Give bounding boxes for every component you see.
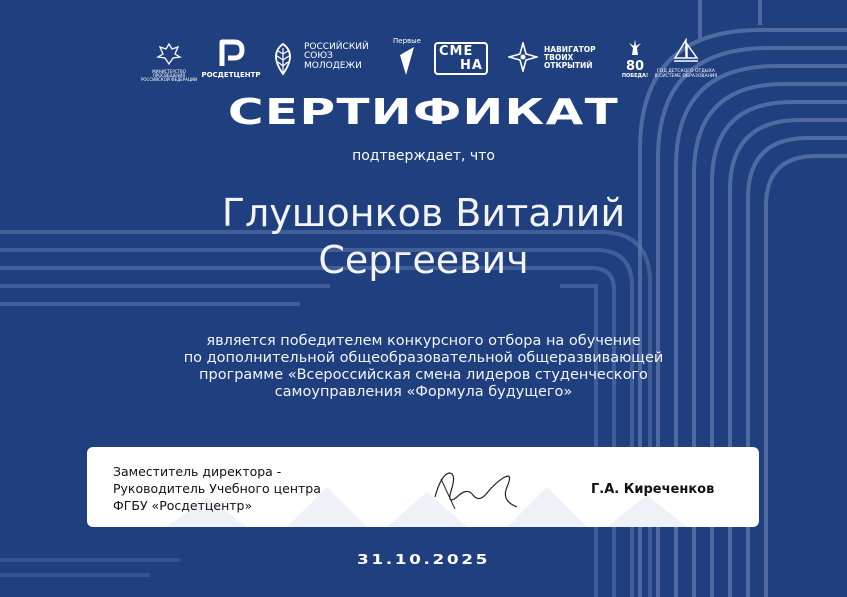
description-line: по дополнительной общеобразовательной общеразвивающей (183, 350, 664, 366)
monument-icon (626, 38, 644, 56)
issue-date: 31.10.2025 (357, 553, 490, 568)
signer-name: Г.А. Киреченков (591, 482, 715, 497)
recipient-name-line2: Сергеевич (318, 238, 529, 282)
signer-role: Заместитель директора - Руководитель Учебного центра ФГБУ «Росдетцентр» (113, 464, 321, 513)
description-line: самоуправления «Формула будущего» (274, 384, 573, 400)
eagle-emblem-icon (156, 42, 182, 66)
compass-star-icon (508, 42, 538, 72)
handwritten-signature (427, 457, 527, 517)
smena-logo (434, 42, 490, 75)
rosdetcentr-r-icon (216, 38, 246, 68)
recipient-name (0, 190, 847, 284)
achievement-description (0, 333, 847, 401)
description-line: является победителем конкурсного отбора на обучение (206, 333, 641, 349)
ministry-logo: МИНИСТЕРСТВО ПРОСВЕЩЕНИЯ РОССИЙСКОЙ ФЕДЕРАЦИИ (140, 42, 198, 83)
certificate-title: СЕРТИФИКАТ (227, 92, 620, 133)
signature-card (87, 447, 759, 527)
sailboat-icon (671, 38, 701, 66)
rosdetcentr-logo: РОСДЕТЦЕНТР (200, 38, 262, 79)
partner-logos: МИНИСТЕРСТВО ПРОСВЕЩЕНИЯ РОССИЙСКОЙ ФЕДЕРАЦИИ РОСДЕТЦЕНТР РОССИЙСКИЙ СОЮЗ МОЛОДЕЖИ Первые СМЕ НА НАВИГАТОР ТВОИХ ОТКРЫТИЙ 80 ПОБЕДА! ГОД ДЕТСКОГО ОТДЫХА В СИСТЕМЕ ОБРАЗОВАНИЯ (140, 37, 718, 83)
year-of-rest-logo: ГОД ДЕТСКОГО ОТДЫХА В СИСТЕМЕ ОБРАЗОВАНИЯ (654, 38, 718, 79)
pobeda-logo: 80 ПОБЕДА! (618, 38, 652, 79)
smena-badge: СМЕ НА (434, 42, 488, 75)
leaf-icon (268, 42, 298, 76)
pervye-logo: Первые (390, 38, 424, 81)
recipient-name-line1: Глушонков Виталий (221, 191, 626, 235)
certificate-subtitle: подтверждает, что (352, 148, 495, 164)
description-line: программе «Всероссийская смена лидеров студенческого (199, 367, 648, 383)
pervye-one-icon (396, 45, 418, 77)
